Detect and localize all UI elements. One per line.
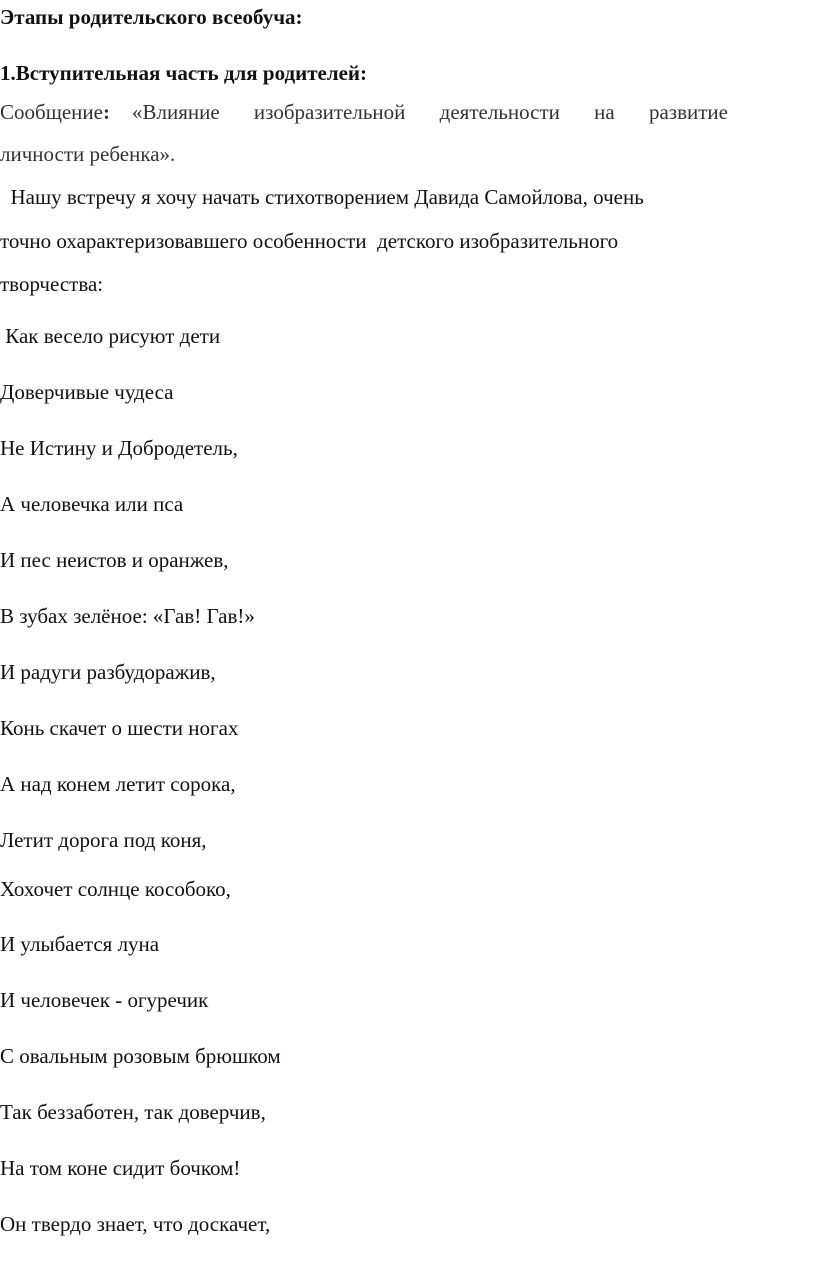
- poem-line: Летит дорога под коня,: [0, 828, 207, 852]
- message-line-2: личности ребенка».: [0, 142, 176, 166]
- poem-line: Как весело рисуют дети: [0, 324, 221, 348]
- poem-line: И пес неистов и оранжев,: [0, 548, 229, 572]
- intro-line-2: точно охарактеризовавшего особенности детского изобразительного: [0, 229, 619, 253]
- poem-line: На том коне сидит бочком!: [0, 1156, 241, 1180]
- section-title: 1.Вступительная часть для родителей:: [0, 61, 368, 85]
- message-line-1: [0, 98, 728, 126]
- poem-line: И человечек - огуречик: [0, 988, 209, 1012]
- poem-line: Не Истину и Добродетель,: [0, 436, 238, 460]
- poem-line: Конь скачет о шести ногах: [0, 716, 239, 740]
- poem-line: И улыбается луна: [0, 932, 160, 956]
- poem-line: А человечка или пса: [0, 492, 184, 516]
- page-heading: Этапы родительского всеобуча:: [0, 5, 303, 29]
- poem-line: А над конем летит сорока,: [0, 772, 236, 796]
- message-colon: :: [102, 100, 110, 124]
- poem-line: В зубах зелёное: «Гав! Гав!»: [0, 604, 255, 628]
- message-title-part1: «Влияние изобразительной деятельности на развитие: [131, 100, 728, 124]
- poem-line: И радуги разбудоражив,: [0, 660, 216, 684]
- message-label: Сообщение: [0, 100, 103, 124]
- intro-line-1: Нашу встречу я хочу начать стихотворением Давида Самойлова, очень: [0, 185, 644, 209]
- poem-line: Он твердо знает, что доскачет,: [0, 1212, 271, 1236]
- poem-line: Доверчивые чудеса: [0, 380, 174, 404]
- message-label-group: [0, 98, 110, 126]
- poem-line: С овальным розовым брюшком: [0, 1044, 281, 1068]
- poem-line: Хохочет солнце кособоко,: [0, 877, 231, 901]
- poem-line: Так беззаботен, так доверчив,: [0, 1100, 266, 1124]
- intro-line-3: творчества:: [0, 272, 104, 296]
